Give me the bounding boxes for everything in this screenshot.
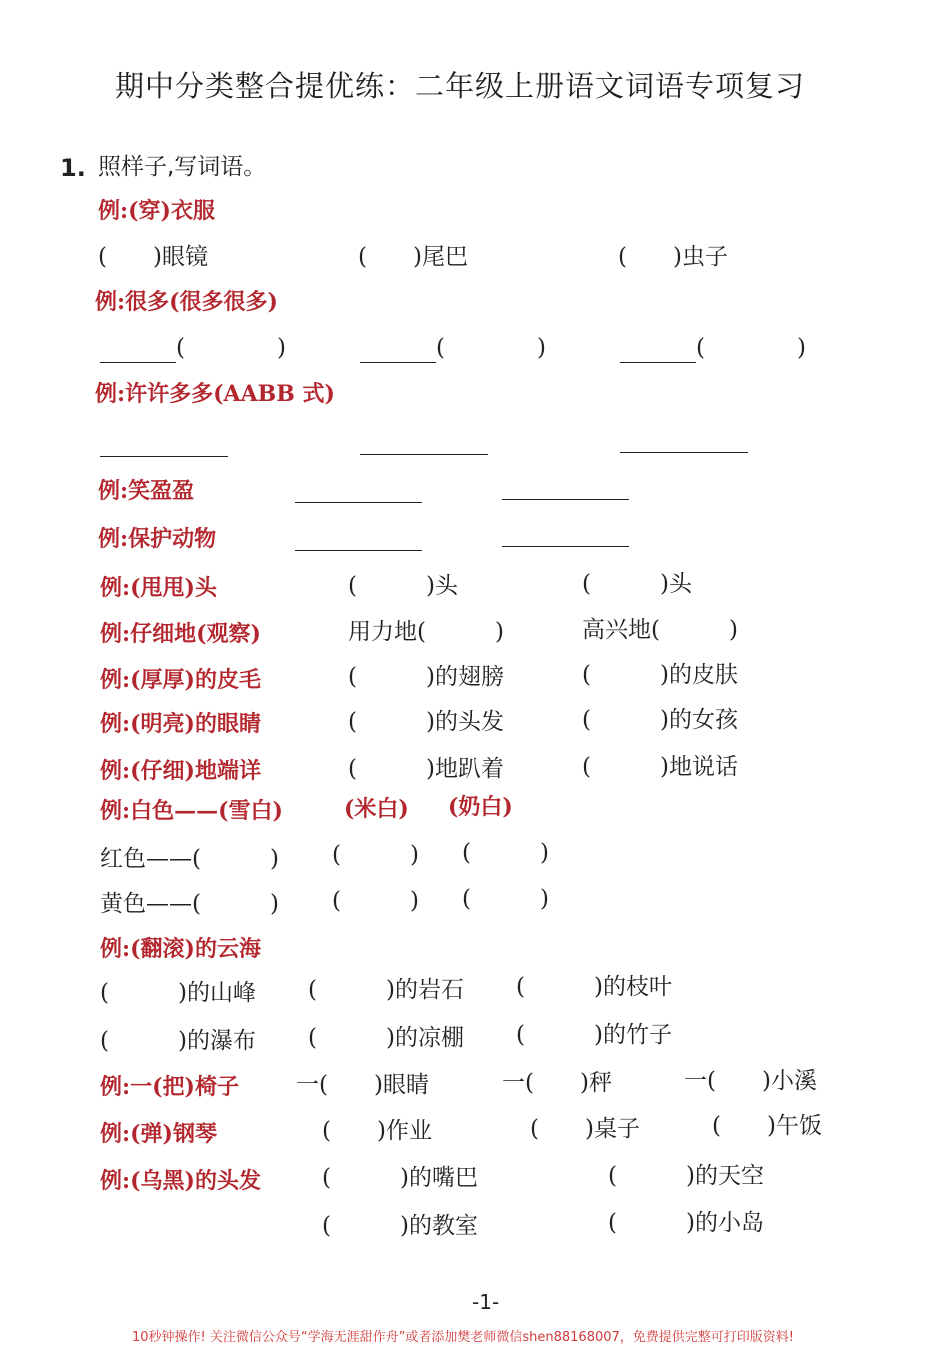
- example-11-extra: (奶白): [448, 794, 513, 820]
- blank-item: ( )的小岛: [608, 1210, 764, 1236]
- blank-item: ( )的凉棚: [308, 1025, 464, 1051]
- question-instruction: 照样子,写词语。: [98, 154, 267, 180]
- example-9: 例:(明亮)的眼睛: [100, 711, 261, 737]
- answer-line: [502, 499, 629, 500]
- example-11: 例:白色——(雪白): [100, 798, 283, 824]
- blank-item: ( )的教室: [322, 1213, 478, 1239]
- blank-item: 一( )眼睛: [296, 1072, 429, 1098]
- blank-item: ( ): [332, 888, 419, 914]
- example-7: 例:仔细地(观察): [100, 621, 261, 647]
- footer-note: 10秒钟操作! 关注微信公众号“学海无涯甜作舟”或者添加樊老师微信shen88168007，免费提供完整可打印版资料!: [132, 1330, 794, 1345]
- blank-item: ( )的头发: [348, 709, 504, 735]
- blank-item: ( ): [462, 886, 549, 912]
- blank-item: 一( )小溪: [684, 1068, 817, 1094]
- blank-item: ( )尾巴: [358, 244, 468, 270]
- example-6: 例:(甩甩)头: [100, 575, 217, 601]
- page-number: -1-: [472, 1290, 500, 1314]
- blank-item: ( ): [462, 840, 549, 866]
- blank-item: ( ): [696, 335, 806, 361]
- color-row-label: 黄色——( ): [100, 891, 279, 917]
- example-2: 例:很多(很多很多): [95, 289, 278, 315]
- blank-item: ( )眼镜: [98, 244, 208, 270]
- blank-item: ( )作业: [322, 1118, 432, 1144]
- blank-item: ( )桌子: [530, 1116, 640, 1142]
- blank-item: ( )的竹子: [516, 1022, 672, 1048]
- blank-item: ( )的女孩: [582, 707, 738, 733]
- example-11-extra: (米白): [344, 796, 409, 822]
- example-1: 例:(穿)衣服: [98, 198, 215, 224]
- example-4: 例:笑盈盈: [98, 478, 195, 504]
- question-number: 1.: [60, 154, 86, 182]
- example-13: 例:一(把)椅子: [100, 1074, 239, 1100]
- blank-item: ( )虫子: [618, 244, 728, 270]
- blank-item: 高兴地( ): [582, 617, 738, 643]
- blank-item: ( )头: [348, 573, 458, 599]
- blank-item: 一( )秤: [502, 1070, 612, 1096]
- blank-item: ( )的天空: [608, 1163, 764, 1189]
- blank-item: ( )的瀑布: [100, 1028, 256, 1054]
- example-14: 例:(弹)钢琴: [100, 1121, 217, 1147]
- example-12: 例:(翻滚)的云海: [100, 936, 261, 962]
- color-row-label: 红色——( ): [100, 846, 279, 872]
- blank-item: ( )的山峰: [100, 980, 256, 1006]
- answer-line: [502, 546, 629, 547]
- page-title: 期中分类整合提优练：二年级上册语文词语专项复习: [115, 69, 806, 103]
- example-15: 例:(乌黑)的头发: [100, 1168, 261, 1194]
- blank-item: 用力地( ): [348, 619, 504, 645]
- blank-item: ( )午饭: [712, 1113, 822, 1139]
- answer-line: [295, 550, 422, 551]
- example-10: 例:(仔细)地端详: [100, 758, 261, 784]
- blank-item: ( ): [332, 842, 419, 868]
- blank-item: ( ): [436, 335, 546, 361]
- blank-item: ( )的岩石: [308, 977, 464, 1003]
- answer-line: [620, 452, 748, 453]
- blank-item: ( )地趴着: [348, 756, 504, 782]
- blank-item: ( )的嘴巴: [322, 1165, 478, 1191]
- example-5: 例:保护动物: [98, 526, 217, 552]
- answer-line: [100, 362, 176, 363]
- answer-line: [295, 502, 422, 503]
- blank-item: ( )头: [582, 571, 692, 597]
- example-8: 例:(厚厚)的皮毛: [100, 667, 261, 693]
- answer-line: [360, 454, 488, 455]
- blank-item: ( )的翅膀: [348, 664, 504, 690]
- blank-item: ( )的枝叶: [516, 974, 672, 1000]
- example-3: 例:许许多多(AABB 式): [95, 381, 335, 407]
- answer-line: [620, 362, 696, 363]
- blank-item: ( ): [176, 335, 286, 361]
- answer-line: [100, 456, 228, 457]
- blank-item: ( )的皮肤: [582, 662, 738, 688]
- answer-line: [360, 362, 436, 363]
- blank-item: ( )地说话: [582, 754, 738, 780]
